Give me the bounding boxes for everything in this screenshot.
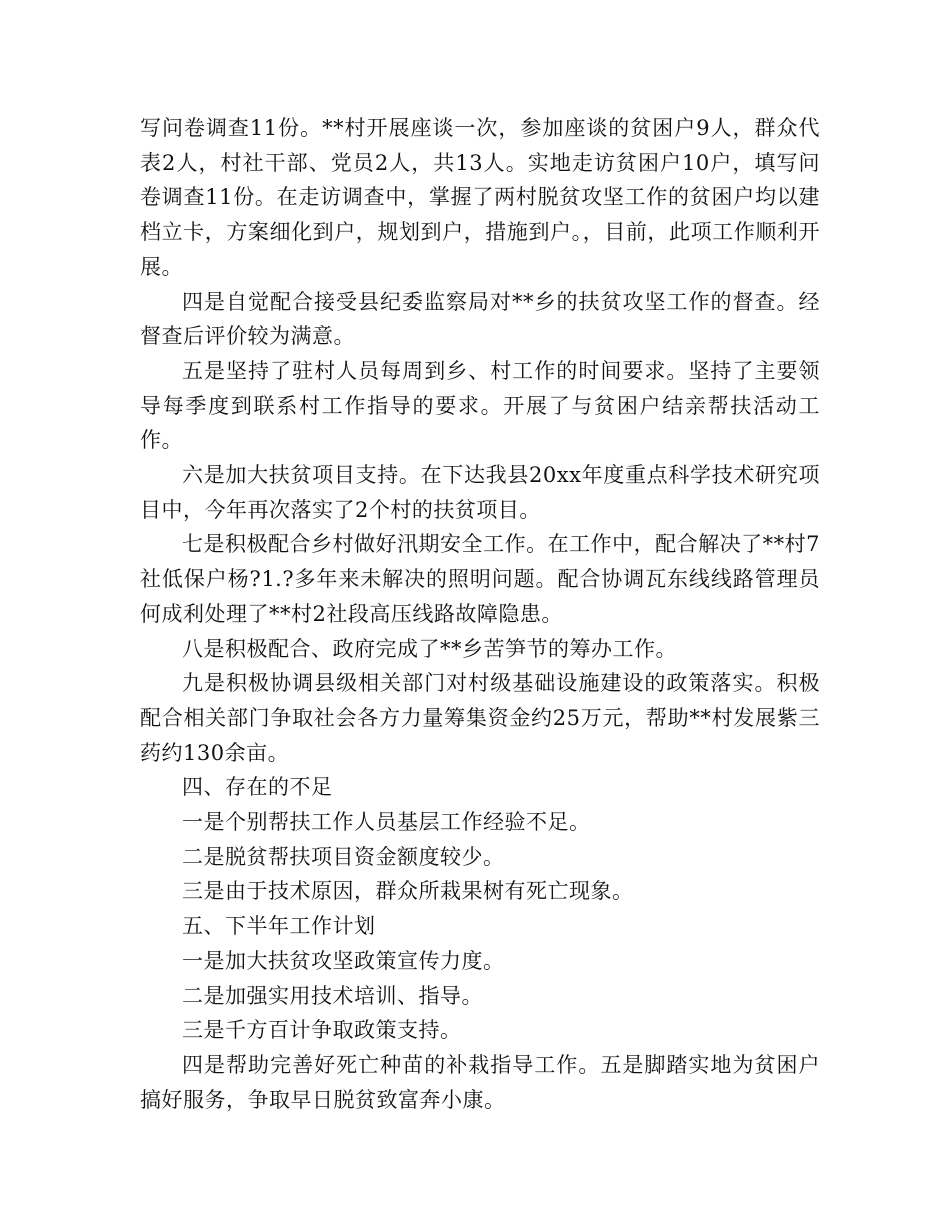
paragraph-4: 六是加大扶贫项目支持。在下达我县20xx年度重点科学技术研究项目中，今年再次落实了2个村的扶贫项目。 xyxy=(140,463,820,522)
paragraph-3: 五是坚持了驻村人员每周到乡、村工作的时间要求。坚持了主要领导每季度到联系村工作指导的要求。开展了与贫困户结亲帮扶活动工作。 xyxy=(140,358,820,453)
paragraph-10: 二是脱贫帮扶项目资金额度较少。 xyxy=(182,844,505,869)
paragraph-5: 七是积极配合乡村做好汛期安全工作。在工作中，配合解决了**村7社低保户杨?1.?多年来未解决的照明问题。配合协调瓦东线线路管理员何成利处理了**村2社段高压线路故障隐患。 xyxy=(140,532,820,626)
paragraph-16: 四是帮助完善好死亡种苗的补栽指导工作。五是脚踏实地为贫困户搞好服务，争取早日脱贫致富奔小康。 xyxy=(140,1052,820,1112)
section-heading-shortcomings: 四、存在的不足 xyxy=(182,775,333,800)
paragraph-7: 九是积极协调县级相关部门对村级基础设施建设的政策落实。积极配合相关部门争取社会各方力量筹集资金约25万元，帮助**村发展紫三药约130余亩。 xyxy=(140,671,820,765)
paragraph-6: 八是积极配合、政府完成了**乡苦笋节的筹办工作。 xyxy=(182,636,677,661)
paragraph-11: 三是由于技术原因，群众所栽果树有死亡现象。 xyxy=(182,879,634,904)
paragraph-2: 四是自觉配合接受县纪委监察局对**乡的扶贫攻坚工作的督查。经督查后评价较为满意。 xyxy=(140,289,820,349)
paragraph-14: 二是加强实用技术培训、指导。 xyxy=(182,983,483,1008)
paragraph-1: 写问卷调查11份。**村开展座谈一次，参加座谈的贫困户9人，群众代表2人，村社干部、党员2人，共13人。实地走访贫困户10户，填写问卷调查11份。在走访调查中，掌握了两村脱贫攻坚工作的贫困户均以建档立卡，方案细化到户，规划到户，措施到户。，目前，此项工作顺利开展。 xyxy=(140,116,820,279)
paragraph-15: 三是千方百计争取政策支持。 xyxy=(182,1018,462,1043)
paragraph-13: 一是加大扶贫攻坚政策宣传力度。 xyxy=(182,948,505,973)
document-body xyxy=(140,111,820,1117)
section-heading-plan: 五、下半年工作计划 xyxy=(182,914,376,939)
paragraph-9: 一是个别帮扶工作人员基层工作经验不足。 xyxy=(182,810,591,835)
